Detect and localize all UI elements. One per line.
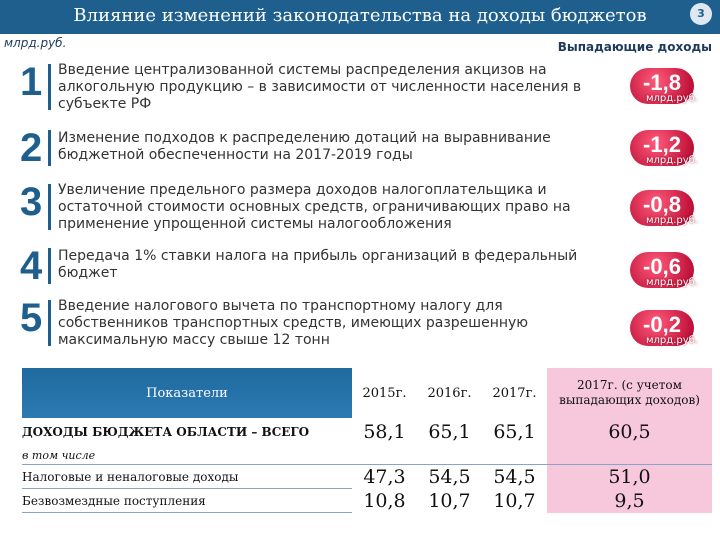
item-divider: [48, 300, 51, 346]
cell-value: 47,3: [363, 465, 406, 488]
table-header-year: 2016г.: [427, 385, 472, 401]
cell-value: 54,5: [493, 465, 536, 488]
row-label: Безвозмездные поступления: [22, 489, 352, 513]
value-amount: -0,6: [643, 254, 681, 279]
cell-value: 10,7: [493, 489, 536, 512]
revenue-table: [22, 368, 712, 513]
table-header-row: [22, 368, 712, 418]
item-text: Введение налогового вычета по транспортному налогу для собственников транспортных средств, имеющих разрешенную максимальную массу свыше 12 тонн: [58, 298, 529, 348]
row-label: ДОХОДЫ БЮДЖЕТА ОБЛАСТИ – ВСЕГО: [22, 425, 310, 439]
cell-value: 65,1: [493, 421, 536, 443]
value-unit: млрд.руб.: [646, 277, 698, 288]
value-badge: [630, 310, 698, 346]
value-unit: млрд.руб.: [646, 93, 698, 104]
value-unit: млрд.руб.: [646, 155, 698, 166]
table-header-year: 2015г.: [362, 385, 407, 401]
value-amount: -0,2: [643, 312, 681, 337]
table-header-year: 2017г.: [492, 385, 537, 401]
table-row: [22, 418, 712, 446]
cell-value: 58,1: [363, 421, 406, 443]
unit-label: млрд.руб.: [4, 36, 67, 50]
cell-value-adjusted: 51,0: [547, 465, 712, 489]
item-number: 2: [20, 126, 43, 170]
value-unit: млрд.руб.: [646, 215, 698, 226]
header-bar: [0, 0, 720, 34]
empty-cell: [417, 446, 482, 465]
item-text: Увеличение предельного размера доходов налогоплательщика и остаточной стоимости основных средств, ограничивающих право на применение упрощенной системы налогообложения: [58, 182, 571, 232]
cell-value: 10,7: [428, 489, 471, 512]
empty-cell: [352, 446, 417, 465]
item-divider: [48, 184, 51, 230]
value-amount: -1,2: [643, 132, 681, 157]
item-number: 5: [20, 296, 43, 340]
table-row: [22, 489, 712, 513]
item-text: Введение централизованной системы распределения акцизов на алкогольную продукцию – в зависимости от численности населения в субъекте РФ: [58, 62, 582, 112]
item-text: Передача 1% ставки налога на прибыль организаций в федеральный бюджет: [58, 248, 578, 281]
value-amount: -0,8: [643, 192, 681, 217]
page-number-badge: 3: [690, 3, 712, 25]
item-number: 1: [20, 60, 43, 104]
item-text: Изменение подходов к распределению дотаций на выравнивание бюджетной обеспеченности на 2017-2019 годы: [58, 130, 551, 163]
value-unit: млрд.руб.: [646, 335, 698, 346]
table-row: [22, 465, 712, 489]
table-row: [22, 446, 712, 465]
cell-value-adjusted: 9,5: [547, 489, 712, 513]
cell-value: 54,5: [428, 465, 471, 488]
item-divider: [48, 64, 51, 110]
empty-cell: [482, 446, 547, 465]
item-number: 4: [20, 244, 43, 288]
value-amount: -1,8: [643, 70, 681, 95]
value-badge: [630, 252, 698, 288]
row-label-subheading: в том числе: [22, 446, 352, 465]
cell-value: 65,1: [428, 421, 471, 443]
empty-cell: [547, 446, 712, 465]
cell-value-adjusted: 60,5: [547, 418, 712, 446]
lost-revenue-heading: Выпадающие доходы: [557, 40, 712, 54]
value-badge: [630, 130, 698, 166]
table-header-label: Показатели: [22, 368, 352, 418]
value-badge: [630, 68, 698, 104]
item-number: 3: [20, 180, 43, 224]
value-badge: [630, 190, 698, 226]
row-label: Налоговые и неналоговые доходы: [22, 465, 352, 489]
page-title: Влияние изменений законодательства на доходы бюджетов: [73, 5, 647, 26]
item-divider: [48, 248, 51, 284]
cell-value: 10,8: [363, 489, 406, 512]
table-header-adjusted: 2017г. (с учетом выпадающих доходов): [547, 368, 712, 418]
item-divider: [48, 130, 51, 166]
